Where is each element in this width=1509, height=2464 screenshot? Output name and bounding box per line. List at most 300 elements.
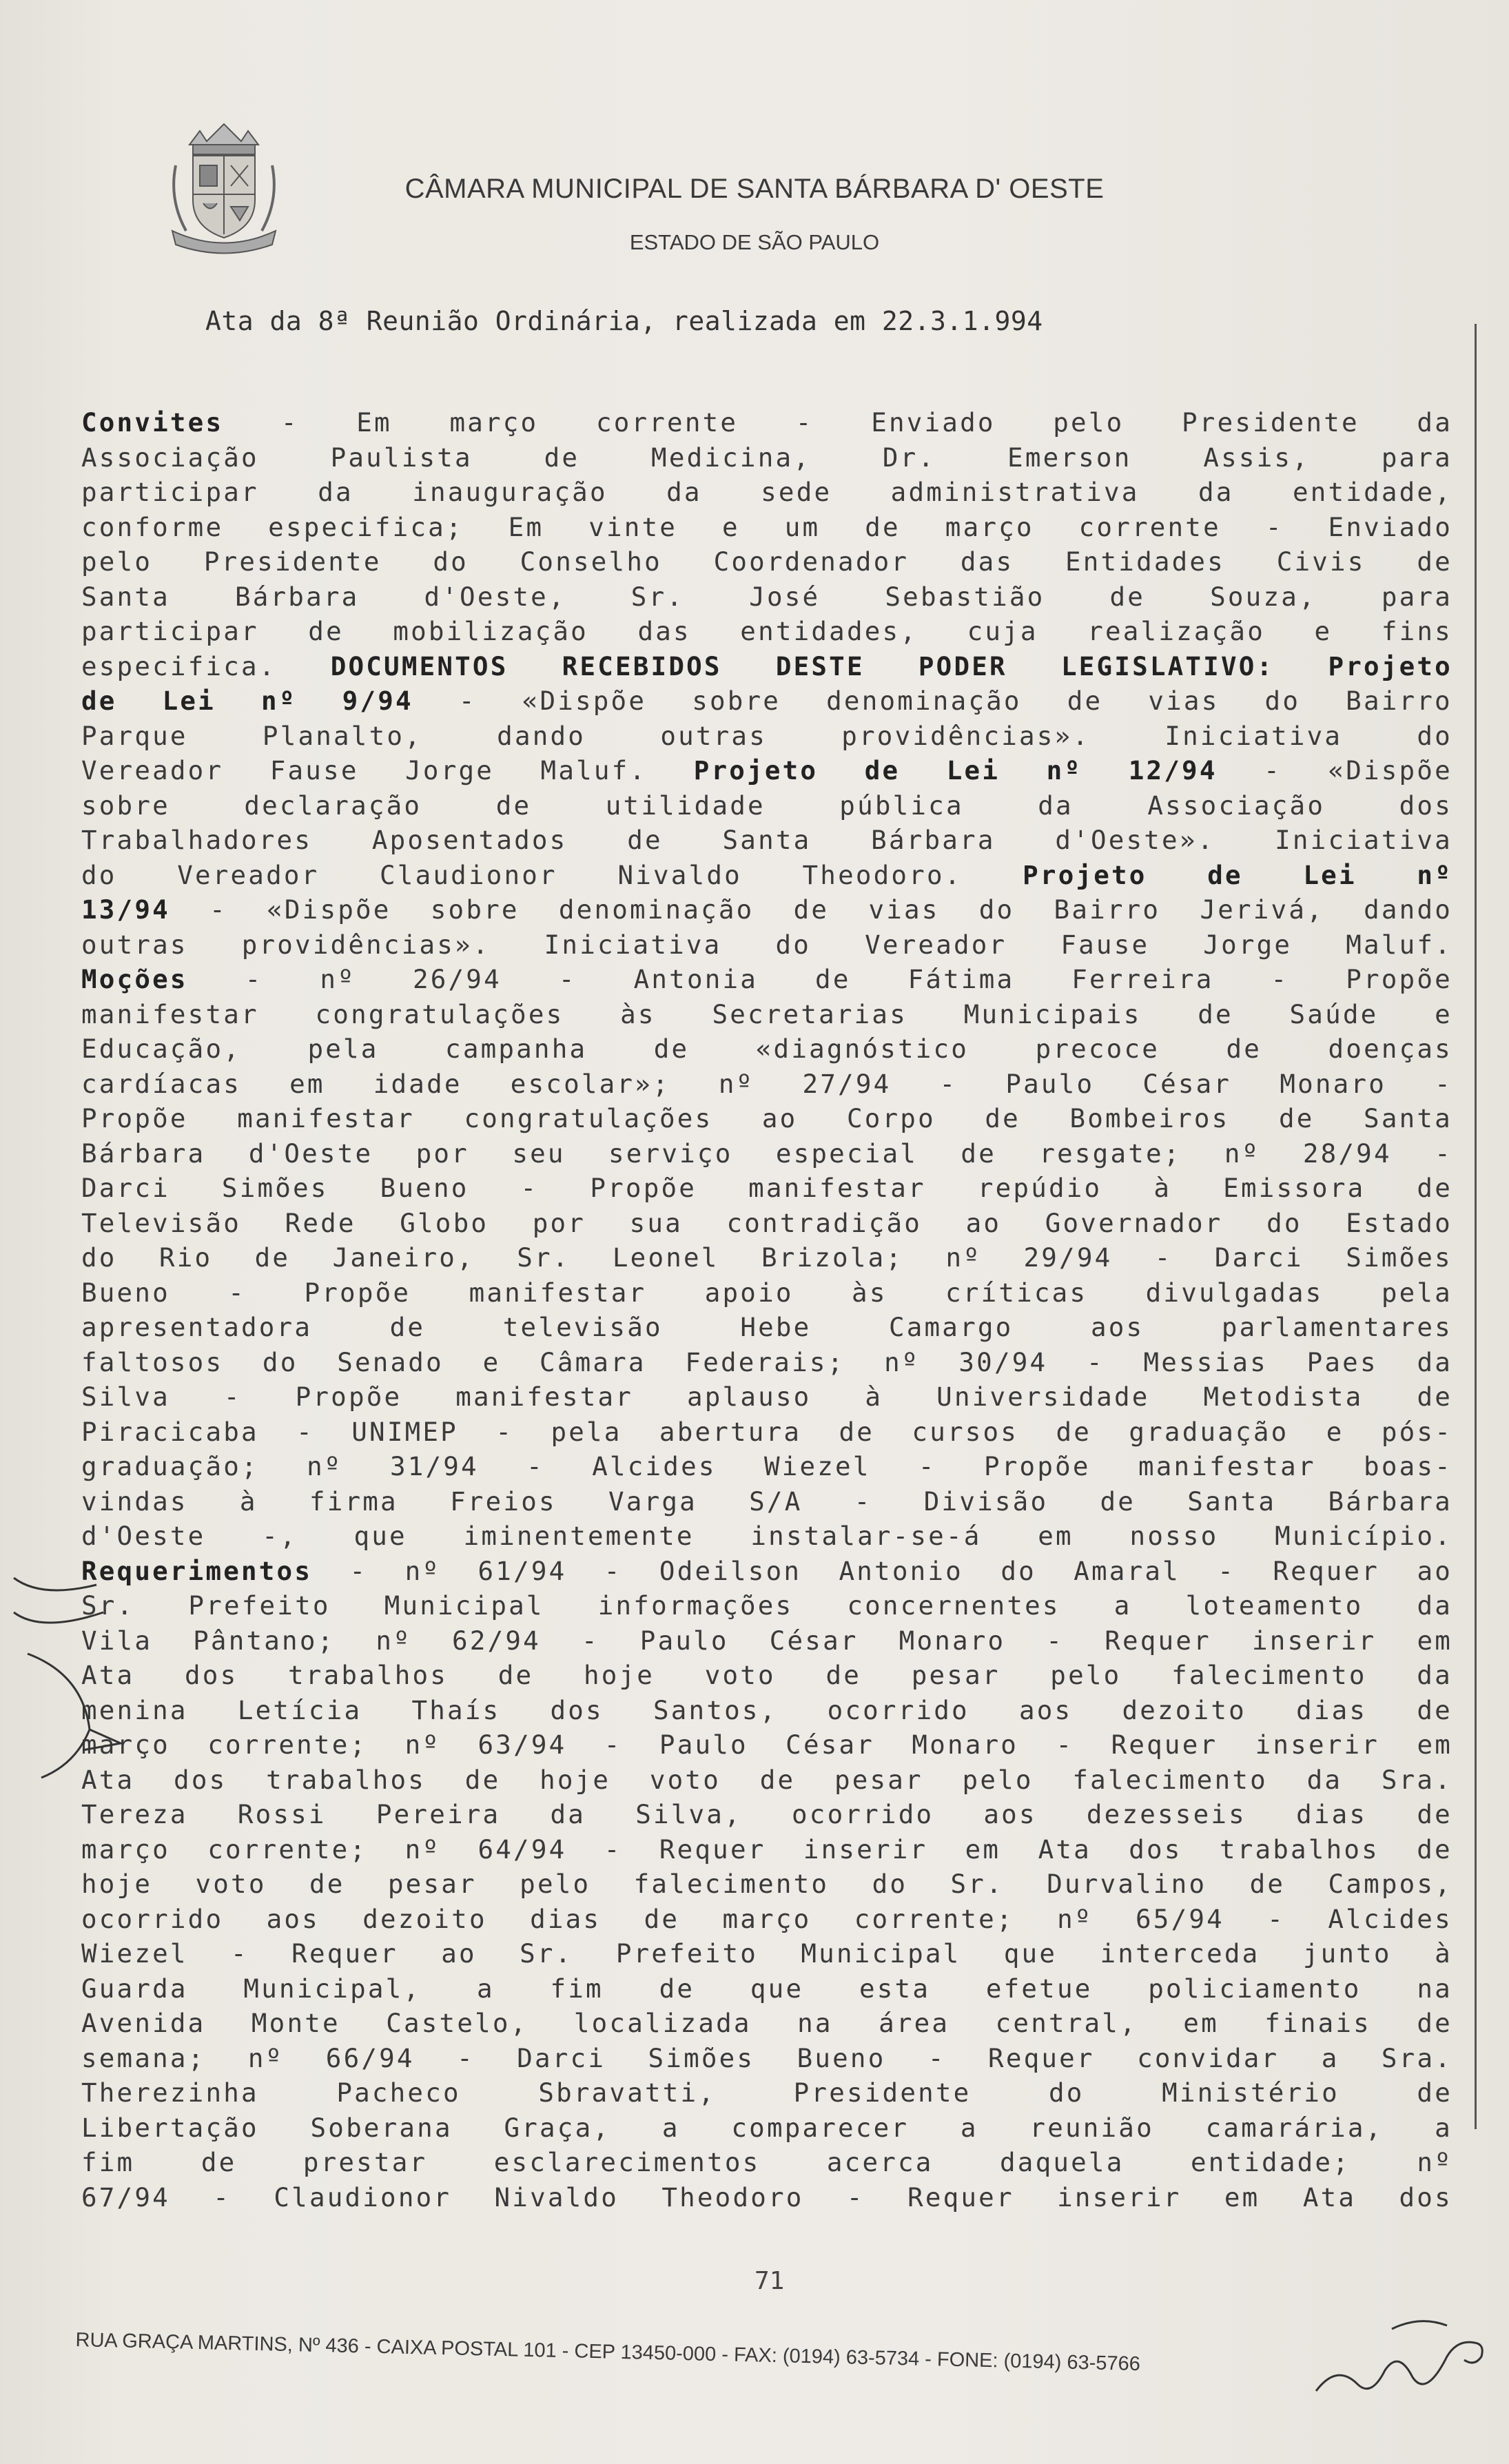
body-word: Associação	[1147, 790, 1326, 821]
body-word: Lei	[1303, 859, 1357, 890]
body-word: e	[1314, 616, 1333, 646]
body-word: da	[1417, 1660, 1452, 1690]
body-word: Darci	[517, 2042, 606, 2073]
body-word: -	[228, 1277, 247, 1308]
body-word: do	[262, 1346, 298, 1377]
body-word: Ministério	[1162, 2077, 1339, 2108]
body-word: d'Oeste».	[1055, 825, 1215, 855]
body-word: -	[223, 1382, 242, 1412]
footer-address: RUA GRAÇA MARTINS, Nº 436 - CAIXA POSTAL 101 - CEP 13450-000 - FAX: (0194) 63-5734 - FONE: (0194) 63-5766	[75, 2329, 1141, 2376]
body-word: de	[1056, 1416, 1092, 1447]
body-word: Pântano;	[193, 1625, 336, 1656]
body-line	[81, 2041, 1452, 2076]
body-word: vinte	[588, 511, 678, 542]
body-word: Letícia	[237, 1694, 362, 1725]
body-word: na	[797, 2008, 833, 2038]
body-word: inserir	[1255, 1729, 1380, 1760]
body-word: às	[620, 998, 656, 1029]
body-word: na	[1417, 1973, 1452, 2004]
body-word: das	[637, 616, 691, 646]
body-word: nº	[1417, 2147, 1452, 2177]
body-word: entidade,	[1292, 477, 1452, 507]
body-line	[81, 1797, 1452, 1832]
body-word: -	[1271, 964, 1289, 994]
body-word: apresentadora	[81, 1312, 313, 1342]
body-word: do	[81, 859, 117, 890]
body-word: junto	[1302, 1938, 1392, 1969]
body-word: pela	[1381, 1277, 1452, 1308]
body-word: Simões	[648, 2042, 755, 2073]
body-word: Simões	[221, 1173, 329, 1203]
body-word: Rio	[158, 1242, 213, 1273]
body-word: Bueno	[797, 2042, 886, 2073]
body-word: hoje	[81, 1869, 153, 1899]
body-word: faltosos	[81, 1346, 224, 1377]
body-word: -	[604, 1729, 622, 1760]
body-word: de	[497, 1660, 534, 1690]
body-word: Lei	[162, 686, 216, 716]
body-line	[81, 1623, 1452, 1659]
body-word: interceda	[1100, 1938, 1260, 1969]
body-word: de	[825, 1660, 862, 1690]
body-word: à	[1435, 1938, 1452, 1969]
body-word: -	[245, 964, 263, 994]
body-word: mobilização	[393, 616, 588, 646]
body-word: a	[476, 1973, 495, 2004]
body-word: dias	[530, 1903, 602, 1934]
body-word: vias	[1148, 686, 1220, 716]
body-word: Projeto	[1328, 650, 1452, 681]
body-word: Bairro	[1346, 686, 1452, 716]
body-word: março	[945, 511, 1034, 542]
body-line	[81, 1867, 1452, 1902]
body-word: de	[1067, 686, 1103, 716]
body-line	[81, 997, 1452, 1032]
body-word: do	[1264, 686, 1301, 716]
right-margin-rule	[1475, 324, 1477, 2129]
body-word: em	[289, 1068, 325, 1099]
body-word: manifestar	[1138, 1451, 1316, 1481]
body-word: Ata	[81, 1660, 135, 1690]
body-word: Saúde	[1289, 998, 1379, 1029]
body-word: congratulações	[315, 998, 564, 1029]
body-line	[81, 1067, 1452, 1102]
body-word: a	[1435, 2112, 1452, 2143]
body-word: dos	[1399, 2181, 1452, 2213]
body-word: trabalhos	[266, 1764, 427, 1795]
body-word: Santa	[81, 581, 170, 612]
body-word: sede	[761, 477, 832, 507]
body-line	[81, 1554, 1452, 1589]
body-word: dias	[1296, 1799, 1368, 1829]
body-word: d'Oeste	[81, 1521, 206, 1551]
body-word: de	[1100, 1486, 1136, 1517]
body-word: Bárbara	[81, 1138, 206, 1169]
body-word: «Dispõe	[522, 686, 647, 716]
body-word: Presidente	[203, 546, 382, 577]
body-word: -	[526, 1451, 544, 1481]
body-word: Brizola;	[761, 1242, 904, 1273]
body-word: -	[1265, 511, 1284, 542]
body-word: Theodoro.	[802, 859, 963, 890]
body-word: localizada	[573, 2008, 752, 2038]
body-word: pelo	[962, 1764, 1034, 1795]
body-word: -	[495, 1416, 514, 1447]
body-word: doenças	[1328, 1034, 1452, 1064]
body-word: Silva,	[635, 1799, 742, 1829]
body-word: Requer	[1273, 1555, 1380, 1586]
body-word: Claudionor	[274, 2181, 452, 2213]
body-word: de	[1417, 2077, 1452, 2108]
body-word: «diagnóstico	[755, 1034, 969, 1064]
body-word: dos	[1129, 1834, 1182, 1865]
body-word: de	[839, 1416, 875, 1447]
body-word: a	[960, 2112, 978, 2143]
body-word: Em	[508, 511, 544, 542]
body-word: e	[722, 511, 740, 542]
handwritten-signature-icon	[1309, 2301, 1488, 2412]
body-word: da	[1417, 407, 1452, 438]
body-word: de	[659, 1973, 695, 2004]
body-word: Camargo	[888, 1312, 1014, 1342]
body-word: Corpo	[846, 1103, 936, 1133]
body-word: Silva	[81, 1382, 170, 1412]
body-line	[81, 823, 1452, 858]
body-word: do	[1000, 1555, 1036, 1586]
body-word: de	[1417, 1173, 1452, 1203]
body-word: da	[1198, 477, 1234, 507]
body-word: Aposentados	[371, 825, 568, 855]
body-word: pesar	[387, 1869, 477, 1899]
body-word: Theodoro	[661, 2181, 804, 2213]
body-line	[81, 1031, 1452, 1067]
body-word: -	[1056, 1729, 1074, 1760]
body-word: Requer	[1111, 1729, 1218, 1760]
body-word: -,	[262, 1521, 298, 1551]
body-word: Vereador	[177, 859, 320, 890]
body-word: dezesseis	[1086, 1799, 1246, 1829]
body-word: PODER	[918, 650, 1007, 681]
body-word: -	[209, 894, 227, 925]
body-word: do	[1266, 1207, 1302, 1238]
body-word: ao	[761, 1103, 798, 1133]
body-word: Município.	[1275, 1521, 1452, 1551]
body-line	[81, 1136, 1452, 1171]
body-word: de	[627, 825, 663, 855]
body-word: de	[985, 1103, 1020, 1133]
body-line	[81, 579, 1452, 615]
body-word: pesar	[911, 1660, 1000, 1690]
body-word: Televisão	[81, 1207, 241, 1238]
body-word: -	[1267, 1903, 1286, 1934]
body-word: Bárbara	[234, 581, 360, 612]
body-word: 64/94	[478, 1834, 567, 1865]
body-word: Antonia	[633, 964, 759, 994]
body-line	[81, 405, 1452, 440]
body-word: idade	[373, 1068, 462, 1099]
body-word: Odeilson	[659, 1555, 802, 1586]
body-word: divulgadas	[1145, 1277, 1324, 1308]
body-word: denominação	[826, 686, 1022, 716]
body-word: Propõe	[304, 1277, 411, 1308]
body-word: loteamento	[1185, 1590, 1364, 1621]
body-line	[81, 1936, 1452, 1971]
body-word: -	[280, 407, 299, 438]
body-word: Jerivá,	[1200, 894, 1324, 925]
body-word: pelo	[1053, 407, 1125, 438]
body-line	[81, 1171, 1452, 1206]
body-word: nº	[884, 1346, 920, 1377]
body-line	[81, 1971, 1452, 2006]
body-word: trabalhos	[288, 1660, 449, 1690]
body-word: abertura	[659, 1416, 802, 1447]
body-word: março	[449, 407, 539, 438]
body-word: manifestar	[237, 1103, 415, 1133]
ata-title: Ata da 8ª Reunião Ordinária, realizada em 22.3.1.994	[205, 306, 1043, 336]
body-word: especifica;	[268, 511, 464, 542]
body-word: Propõe	[590, 1173, 697, 1203]
body-word: falecimento	[1072, 1764, 1268, 1795]
body-word: Nivaldo	[494, 2181, 619, 2213]
body-word: camarária,	[1205, 2112, 1384, 2143]
body-word: graduação;	[81, 1451, 259, 1481]
body-word: d'Oeste	[248, 1138, 373, 1169]
body-word: participar	[81, 477, 259, 507]
body-word: nº	[404, 1834, 441, 1865]
body-word: dos	[185, 1660, 238, 1690]
body-word: realização	[1087, 616, 1265, 646]
body-word: Leonel	[612, 1242, 719, 1273]
body-word: Prefeito	[615, 1938, 759, 1969]
body-word: hoje	[583, 1660, 655, 1690]
body-word: pelo	[81, 546, 153, 577]
body-word: do	[978, 894, 1015, 925]
body-word: televisão	[502, 1312, 663, 1342]
body-word: de	[1226, 1034, 1262, 1064]
body-word: Paulo	[1005, 1068, 1095, 1099]
body-word: Prefeito	[188, 1590, 331, 1621]
body-word: Iniciativa	[1275, 825, 1452, 855]
body-line	[81, 1379, 1452, 1415]
body-word: 27/94	[802, 1068, 892, 1099]
body-word: nº	[404, 1729, 441, 1760]
body-word: Rossi	[237, 1799, 327, 1829]
body-word: Janeiro,	[332, 1242, 475, 1273]
body-word: área	[879, 2008, 950, 2038]
body-word: nº	[1417, 859, 1452, 890]
body-word: de	[389, 1312, 426, 1342]
body-word: Darci	[81, 1173, 170, 1203]
body-word: Municipais	[963, 998, 1142, 1029]
body-word: de	[254, 1242, 291, 1273]
body-word: escolar»;	[510, 1068, 670, 1099]
body-word: sobre	[692, 686, 781, 716]
body-line	[81, 1658, 1452, 1693]
body-word: DESTE	[775, 650, 865, 681]
body-word: fim	[81, 2147, 135, 2177]
body-word: participar	[81, 616, 259, 646]
body-word: Wiezel	[81, 1938, 188, 1969]
body-word: Avenida	[81, 2008, 206, 2038]
body-word: Santa	[1187, 1486, 1277, 1517]
body-word: -	[349, 1555, 368, 1586]
body-word: Simões	[1346, 1242, 1452, 1273]
body-word: falecimento	[1171, 1660, 1367, 1690]
body-line	[81, 1588, 1452, 1623]
body-line	[81, 858, 1452, 893]
body-word: Sr.	[81, 1590, 135, 1621]
body-word: de	[644, 1903, 680, 1934]
body-word: vias	[868, 894, 940, 925]
body-word: Wiezel	[763, 1451, 871, 1481]
body-word: entidade;	[1190, 2147, 1351, 2177]
body-word: -	[1086, 1346, 1105, 1377]
body-word: nº	[404, 1555, 441, 1586]
body-word: nº	[261, 686, 297, 716]
body-word: Requer	[988, 2042, 1095, 2073]
body-word: -	[939, 1068, 958, 1099]
body-word: 66/94	[325, 2042, 415, 2073]
body-word: Metodista	[1203, 1382, 1364, 1412]
body-line	[81, 544, 1452, 579]
body-word: pela	[307, 1034, 379, 1064]
body-word: César	[786, 1729, 875, 1760]
body-line	[81, 440, 1452, 475]
body-word: dando	[1364, 894, 1452, 925]
body-word: ocorrido	[827, 1694, 969, 1725]
body-word: Requer	[1105, 1625, 1211, 1656]
body-word: reunião	[1029, 2112, 1154, 2143]
body-word: Iniciativa	[1164, 720, 1343, 751]
body-line	[81, 1519, 1452, 1554]
body-word: Bombeiros	[1069, 1103, 1230, 1133]
body-word: em	[1038, 1521, 1074, 1551]
body-word: da	[1417, 1590, 1452, 1621]
body-word: Santos,	[653, 1694, 778, 1725]
body-word: manifestar	[469, 1277, 647, 1308]
body-word: Jorge	[405, 755, 495, 786]
body-word: resgate;	[1039, 1138, 1182, 1169]
body-word: Monaro	[1280, 1068, 1386, 1099]
body-word: Conselho	[520, 546, 662, 577]
body-word: por	[532, 1207, 586, 1238]
body-word: -	[604, 1834, 622, 1865]
body-word: Propõe	[984, 1451, 1091, 1481]
body-word: Souza,	[1210, 581, 1317, 612]
body-word: à	[239, 1486, 258, 1517]
body-word: Campos,	[1328, 1869, 1452, 1899]
body-word: utilidade	[605, 790, 766, 821]
body-word: de	[201, 2147, 237, 2177]
body-word: repúdio	[977, 1173, 1102, 1203]
body-word: de	[1109, 581, 1146, 612]
body-word: Varga	[608, 1486, 697, 1517]
body-word: especifica.	[81, 650, 277, 681]
body-word: para	[1381, 442, 1452, 473]
body-word: corrente;	[207, 1834, 368, 1865]
body-word: Ata	[81, 1764, 135, 1795]
body-word: ocorrido	[792, 1799, 934, 1829]
body-word: da	[1306, 1764, 1343, 1795]
page-number: 71	[754, 2267, 785, 2295]
body-word: de	[544, 442, 580, 473]
body-word: iminentemente	[463, 1521, 695, 1551]
body-word: Requer	[907, 2181, 1014, 2213]
body-word: de	[653, 1034, 690, 1064]
body-word: Emerson	[1007, 442, 1132, 473]
body-word: Secretarias	[712, 998, 907, 1029]
body-word: convidar	[1137, 2042, 1280, 2073]
body-word: março	[722, 1903, 812, 1934]
body-word: Fátima	[907, 964, 1015, 994]
body-word: serviço	[608, 1138, 733, 1169]
body-word: Sra.	[1381, 1764, 1452, 1795]
body-word: Em	[356, 407, 392, 438]
body-word: Maluf.	[1346, 929, 1452, 960]
body-word: a	[1113, 1590, 1132, 1621]
body-word: nº	[307, 1451, 342, 1481]
body-word: fins	[1381, 616, 1452, 646]
body-word: -	[1264, 755, 1282, 786]
body-line	[81, 719, 1452, 754]
body-word: instalar-se-á	[750, 1521, 982, 1551]
body-word: pós-	[1381, 1416, 1452, 1447]
body-word: Durvalino	[1047, 1869, 1207, 1899]
body-word: Thaís	[411, 1694, 501, 1725]
body-word: policiamento	[1148, 1973, 1362, 2004]
body-word: Iniciativa	[544, 929, 722, 960]
body-word: Vereador	[865, 929, 1007, 960]
body-line	[81, 1240, 1452, 1275]
body-word: Bueno	[81, 1277, 170, 1308]
body-word: Therezinha	[81, 2077, 259, 2108]
body-word: inauguração	[412, 477, 608, 507]
body-word: Guarda	[81, 1973, 188, 2004]
body-word: corrente	[1078, 511, 1221, 542]
body-word: Universidade	[936, 1382, 1150, 1412]
body-word: das	[960, 546, 1014, 577]
body-word: informações	[597, 1590, 794, 1621]
body-word: S/A	[749, 1486, 803, 1517]
minutes-body	[81, 405, 1452, 2215]
body-word: Sr.	[517, 1242, 571, 1273]
body-word: Monte	[251, 2008, 340, 2038]
body-word: Paulista	[330, 442, 473, 473]
body-line	[81, 927, 1452, 963]
body-word: -	[1154, 1242, 1173, 1273]
body-line	[81, 614, 1452, 649]
body-word: Libertação	[81, 2112, 259, 2143]
body-word: Associação	[81, 442, 259, 473]
body-word: concernentes	[847, 1590, 1060, 1621]
body-word: a	[661, 2112, 680, 2143]
body-word: de	[308, 616, 344, 646]
body-word: Tereza	[81, 1799, 188, 1829]
body-word: -	[1435, 1138, 1452, 1169]
body-word: Sebastião	[885, 581, 1045, 612]
body-word: em	[1417, 1729, 1452, 1760]
body-line	[81, 2006, 1452, 2041]
body-word: pública	[839, 790, 964, 821]
body-word: de	[1278, 1103, 1315, 1133]
body-word: Requer	[291, 1938, 398, 1969]
state-name: ESTADO DE SÃO PAULO	[629, 230, 880, 254]
body-word: cuja	[967, 616, 1038, 646]
body-word: trabalhos	[1219, 1834, 1379, 1865]
body-word: boas-	[1364, 1451, 1452, 1481]
body-word: de	[1417, 546, 1452, 577]
body-word: graduação	[1129, 1416, 1289, 1447]
